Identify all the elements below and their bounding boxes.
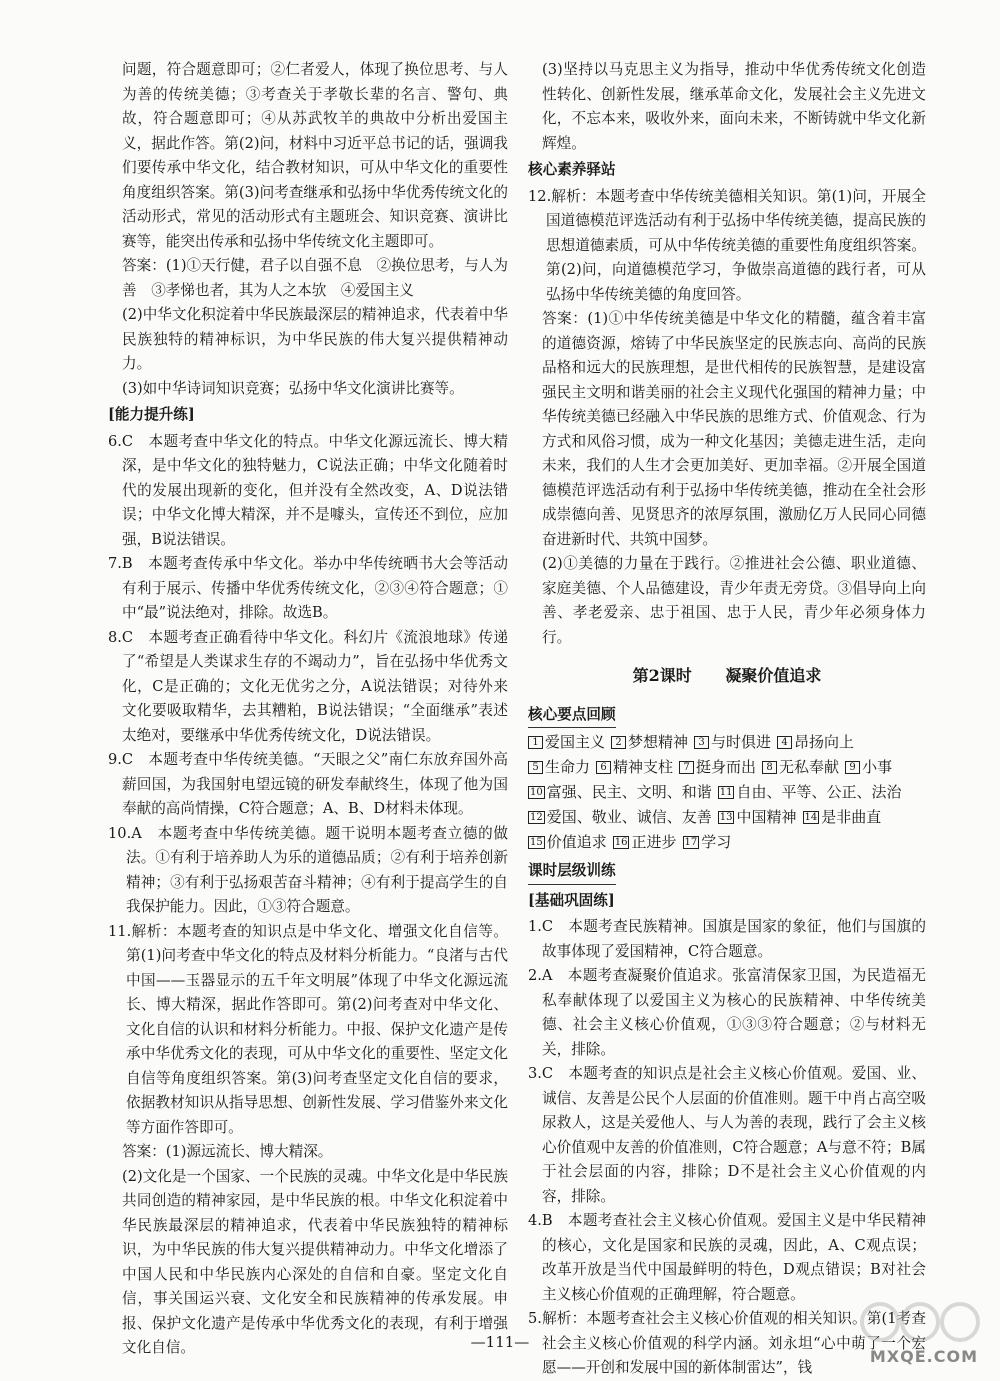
core-point-item (528, 805, 712, 830)
paragraph: 6.C 本题考查中华文化的特点。中华文化源远流长、博大精深，是中华文化的独特魅力，C说法正确；中华文化随着时代的发展出现新的变化，但并没有全然改变，A、D说法错误；中华文化博大精深，并不是噱头，宣传还不到位，应加强，B说法错误。 (108, 432, 508, 548)
paragraph: 答案：(1)①天行健，君子以自强不息 ②换位思考，与人为善 ③孝悌也者，其为人之本欤 ④爱国主义 (122, 257, 508, 299)
core-point-text: 正进步 (631, 833, 677, 851)
paragraph: (3)坚持以马克思主义为指导，推动中华优秀传统文化创造性转化、创新性发展，继承革命文化，发展社会主义先进文化，不忘本来，吸收外来，面向未来，不断铸就中华文化新辉煌。 (542, 61, 926, 152)
watermark-text: MXQE.COM (869, 1347, 978, 1366)
core-point-item (803, 805, 882, 830)
core-point-text: 中国精神 (736, 808, 797, 826)
core-point-item (845, 755, 892, 780)
core-point-number: 15 (530, 837, 543, 848)
paragraph: 问题，符合题意即可；②仁者爱人，体现了换位思考、与人为善的传统美德；③考查关于孝敬长辈的名言、警句、典故，符合题意即可；④从苏武牧羊的典故中分析出爱国主义，据此作答。第(2)问，材料中习近平总书记的话，强调我们要传承中华文化，结合教材知识，可从中华文化的重要性角度组织答案。第(3)问考查继承和弘扬中华优秀传统文化的活动形式，常见的活动形式有主题班会、知识竞赛、演讲比赛等，能突出传承和弘扬中华传统文化主题即可。 (122, 61, 508, 250)
core-point-item (528, 755, 590, 780)
right-top-block (528, 58, 926, 650)
paragraph: 4.B 本题考查社会主义核心价值观。爱国主义是中华民精神的核心，文化是国家和民族的灵魂，因此，A、C观点误；改革开放是当代中国最鲜明的特色，D观点错误；B对社会主义核心价值观的正确理解，符合题意。 (528, 1212, 926, 1303)
core-point-text: 无私奉献 (779, 758, 840, 776)
paragraph: 12.解析：本题考查中华传统美德相关知识。第(1)问，开展全国道德模范评选活动有利于弘扬中华传统美德，提高民族的思想道德素质，可从中华传统美德的重要性角度组织答案。第(2)问，向道德模范学习，争做崇高道德的践行者，可从弘扬中华传统美德的角度回答。 (528, 187, 926, 303)
core-point-text: 小事 (862, 758, 893, 776)
core-point-text: 与时俱进 (711, 733, 772, 751)
core-point-item (611, 730, 688, 755)
core-point-item (528, 730, 605, 755)
core-point-number: 1 (528, 736, 543, 749)
core-point-number: 13 (719, 812, 733, 823)
practice-title: 课时层级训练 (528, 859, 616, 885)
lesson-title: 凝聚价值追求 (725, 666, 822, 685)
core-point-text: 生命力 (545, 758, 591, 776)
core-point-text: 爱国主义 (545, 733, 606, 751)
core-point-number: 8 (762, 761, 777, 774)
core-point-text: 爱国、敬业、诚信、友善 (546, 808, 712, 826)
core-point-item (613, 830, 677, 855)
core-point-text: 自由、平等、公正、法治 (736, 783, 902, 801)
paragraph: 10.A 本题考查中华传统美德。题干说明本题考查立德的做法。①有利于培养助人为乐的道德品质；②有利于培养创新精神；③有利于弘扬艰苦奋斗精神；④有利于提高学生的自我保护能力。因此，①③符合题意。 (108, 824, 508, 915)
paragraph: 8.C 本题考查正确看待中华文化。科幻片《流浪地球》传递了“希望是人类谋求生存的不竭动力”，旨在弘扬中华优秀文化，C是正确的；文化无优劣之分，A说法错误；对待外来文化要吸取精华，去其糟粕，B说法错误；“全面继承”表述太绝对，要继承中华优秀传统文化，D说法错误。 (108, 628, 508, 744)
core-point-text: 学习 (701, 833, 732, 851)
section-heading: 核心素养驿站 (528, 161, 616, 178)
core-points-list (528, 730, 926, 855)
core-point-text: 价值追求 (546, 833, 607, 851)
paragraph: (2)中华文化积淀着中华民族最深层的精神追求，代表着中华民族独特的精神标识，为中华民族的伟大复兴提供精神动力。 (122, 306, 508, 372)
paragraph: 5.解析：本题考查社会主义核心价值观的相关知识。第(1考查社会主义核心价值观的科学内涵。刘永坦“心中萌了一个宏愿——开创和发展中国的新体制雷达”，钱 (528, 1310, 926, 1376)
paragraph: 9.C 本题考查中华传统美德。“天眼之父”南仁东放弃国外高薪回国，为我国射电望远镜的研发奉献终生，体现了他为国奉献的高尚情操，C符合题意；A、B、D材料未体现。 (108, 751, 508, 817)
page-number: —111— (470, 1333, 530, 1351)
core-point-item (694, 730, 771, 755)
core-point-item (718, 780, 902, 805)
core-point-text: 精神支柱 (613, 758, 674, 776)
paragraph: (2)文化是一个国家、一个民族的灵魂。中华文化是中华民族共同创造的精神家园，是中华民族的根。中华文化积淀着中华民族最深层的精神追求，代表着中华民族独特的精神标识，为中华民族的伟大复兴提供精神动力。中华文化增添了中国人民和中华民族内心深处的自信和自豪。坚定文化自信，事关国运兴衰、文化安全和民族精神的传承发展。申报、保护文化遗产是传承中华优秀文化的表现，有利于增强文化自信。 (122, 1167, 508, 1356)
core-point-number: 14 (804, 812, 818, 823)
core-point-number: 4 (777, 736, 792, 749)
core-point-number: 11 (719, 787, 733, 798)
core-point-text: 昂扬向上 (794, 733, 855, 751)
right-column (528, 58, 926, 1381)
core-point-number: 12 (530, 812, 543, 823)
core-point-item (718, 805, 797, 830)
paragraph: (3)如中华诗词知识竞赛；弘扬中华文化演讲比赛等。 (122, 379, 464, 397)
core-point-number: 5 (528, 761, 543, 774)
core-point-number: 16 (614, 837, 628, 848)
paragraph: 答案：(1)①中华传统美德是中华文化的精髓，蕴含着丰富的道德资源，熔铸了中华民族坚定的民族志向、高尚的民族品格和远大的民族理想，是世代相传的民族智慧，是建设富强民主文明和谐美丽的社会主义现代化强国的精神力量；中华传统美德已经融入中华民族的思维方式、价值观念、行为方式和风俗习惯，成为一种文化基因；美德走进生活，走向未来，我们的人生才会更加美好、更加幸福。②开展全国道德模范评选活动有利于弘扬中华传统美德，推动在全社会形成崇德向善、见贤思齐的浓厚氛围，激励亿万人民同心同德奋进新时代、共筑中国梦。 (542, 310, 926, 548)
core-point-item (679, 755, 756, 780)
core-point-item (777, 730, 854, 755)
paragraph: 答案：(1)源远流长、博大精深。 (122, 1143, 333, 1160)
core-point-number: 10 (530, 787, 543, 798)
paragraph: 11.解析：本题考查的知识点是中华文化、增强文化自信等。第(1)问考查中华文化的特点及材料分析能力。“良渚与古代中国——玉器显示的五千年文明展”体现了中华文化源远流长、博大精深，据此作答即可。第(2)问考查对中华文化、文化自信的认识和材料分析能力。中报、保护文化遗产是传承中华优秀文化的表现，可从中华文化的重要性、坚定文化自信等角度组织答案。第(3)问考查坚定文化自信的要求，依据教材知识从指导思想、创新性发展、学习借鉴外来文化等方面作答即可。 (108, 922, 508, 1136)
core-point-number: 9 (845, 761, 860, 774)
paragraph: 1.C 本题考查民族精神。国旗是国家的象征，他们与国旗的故事体现了爱国精神，C符合题意。 (528, 918, 926, 960)
paragraph: (2)①美德的力量在于践行。②推进社会公德、职业道德、家庭美德、个人品德建设，青少年责无旁贷。③倡导向上向善、孝老爱亲、忠于祖国、忠于人民，青少年必须身体力行。 (542, 555, 926, 646)
core-point-number: 6 (596, 761, 611, 774)
paragraph: 3.C 本题考查的知识点是社会主义核心价值观。爱国、业、诚信、友善是公民个人层面的价值准则。题干中肖占高空吸尿救人，这是关爱他人、与人为善的表现，践行了会主义核心价值观中友善的价值准则，C符合题意；A与意不符；B属于社会层面的内容，排除；D不是社会主义心价值观的内容，排除。 (528, 1065, 926, 1205)
core-point-item (528, 780, 712, 805)
core-point-number: 3 (694, 736, 709, 749)
core-point-item (762, 755, 839, 780)
core-point-text: 挺身而出 (696, 758, 757, 776)
core-point-item (596, 755, 673, 780)
core-point-number: 7 (679, 761, 694, 774)
core-point-text: 富强、民主、文明、和谐 (546, 783, 712, 801)
core-point-number: 17 (684, 837, 698, 848)
left-column (108, 58, 508, 1361)
paragraph: 7.B 本题考查传承中华文化。举办中华传统晒书大会等活动有利于展示、传播中华优秀传统文化，②③④符合题意；①中“最”说法绝对，排除。故选B。 (108, 555, 508, 621)
lesson-number: 第2课时 (632, 666, 692, 685)
basic-section-title: [基础巩固练] (528, 891, 615, 909)
core-point-text: 是非曲直 (821, 808, 882, 826)
core-point-item (528, 830, 607, 855)
core-point-text: 梦想精神 (628, 733, 689, 751)
core-point-number: 2 (611, 736, 626, 749)
section-heading: [能力提升练] (108, 406, 195, 423)
paragraph: 2.A 本题考查凝聚价值追求。张富清保家卫国，为民造福无私奉献体现了以爱国主义为核心的民族精神、中华传统美德、社会主义核心价值观，①③③符合题意；②与材料无关，排除。 (528, 967, 926, 1058)
core-review-title: 核心要点回顾 (528, 703, 616, 729)
core-point-item (683, 830, 732, 855)
lesson-heading (528, 664, 926, 689)
